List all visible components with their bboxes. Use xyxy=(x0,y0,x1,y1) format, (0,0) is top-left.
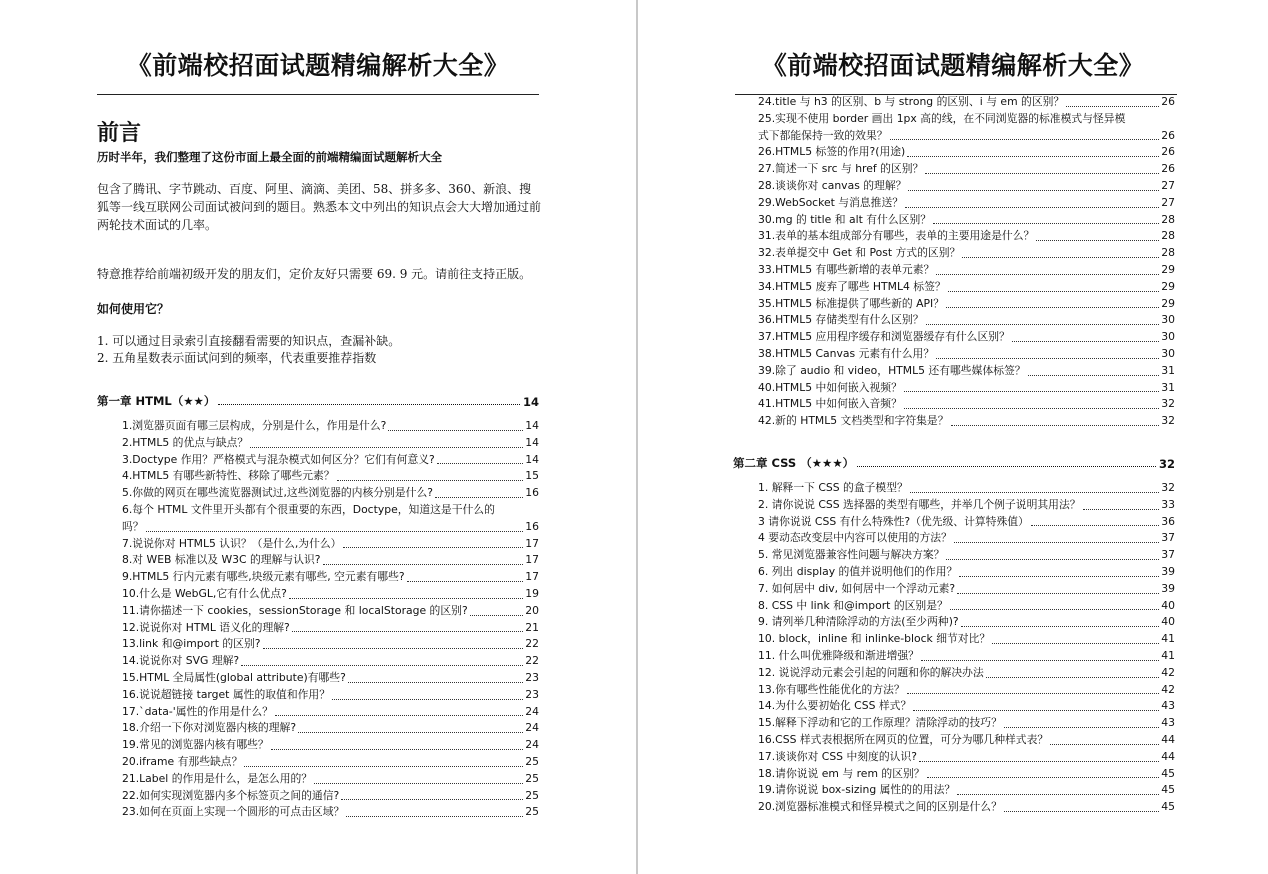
dot-leader xyxy=(986,677,1160,678)
toc-entry-title: 11. 什么叫优雅降级和渐进增强？ xyxy=(758,648,919,662)
toc-entry-page: 29 xyxy=(1161,262,1175,276)
toc-entry[interactable] xyxy=(122,720,539,737)
toc-entry-title: 15.解释下浮动和它的工作原理？清除浮动的技巧？ xyxy=(758,716,1002,730)
toc-entry-title: 16.CSS 样式表根据所在网页的位置，可分为哪几种样式表？ xyxy=(758,732,1049,746)
dot-leader xyxy=(388,430,523,431)
dot-leader xyxy=(271,749,524,750)
toc-entry-title: 3 请你说说 CSS 有什么特殊性?（优先级、计算特殊值） xyxy=(758,514,1029,528)
toc-entry-title: 7. 如何居中 div, 如何居中一个浮动元素? xyxy=(758,581,956,595)
dot-leader xyxy=(959,576,1159,577)
toc-entry-page: 26 xyxy=(1161,128,1175,142)
dot-leader xyxy=(292,631,523,632)
toc-entry-title-line: 25.实现不使用 border 画出 1px 高的线，在不同浏览器的标准模式与怪异模 xyxy=(758,111,1126,125)
dot-leader xyxy=(218,404,520,405)
toc-entry-title: 9.HTML5 行内元素有哪些,块级元素有哪些, 空元素有哪些? xyxy=(122,570,405,584)
toc-entry-title: 14.为什么要初始化 CSS 样式？ xyxy=(758,699,912,713)
toc-entry-page: 42 xyxy=(1161,665,1175,679)
toc-entry-page: 45 xyxy=(1161,783,1175,797)
toc-entry-title: 16.说说超链接 target 属性的取值和作用？ xyxy=(122,687,331,701)
toc-entry-title-line xyxy=(122,519,539,536)
dot-leader xyxy=(146,531,524,532)
toc-entry[interactable] xyxy=(122,737,539,754)
toc-entry-page: 23 xyxy=(525,670,539,684)
toc-entry-page: 33 xyxy=(1161,497,1175,511)
dot-leader xyxy=(936,358,1159,359)
toc-entry[interactable] xyxy=(758,581,1175,598)
dot-leader xyxy=(961,626,1160,627)
toc-entry-page: 37 xyxy=(1161,531,1175,545)
chapter-page: 14 xyxy=(522,395,539,409)
toc-entry-title: 12. 说说浮动元素会引起的问题和你的解决办法 xyxy=(758,665,984,679)
toc-entry-title: 30.mg 的 title 和 alt 有什么区别？ xyxy=(758,212,932,226)
dot-leader xyxy=(1083,509,1160,510)
toc-entry-title: 2.HTML5 的优点与缺点？ xyxy=(122,435,249,449)
dot-leader xyxy=(323,564,524,565)
dot-leader xyxy=(905,207,1159,208)
dot-leader xyxy=(925,173,1159,174)
toc-entry[interactable] xyxy=(758,749,1175,766)
toc-entry-page: 14 xyxy=(525,435,539,449)
toc-entry[interactable] xyxy=(758,212,1175,229)
toc-entry-page: 32 xyxy=(1161,414,1175,428)
toc-entry-title: 式下都能保持一致的效果？ xyxy=(758,128,888,142)
toc-entry-page: 14 xyxy=(525,452,539,466)
toc-entry[interactable] xyxy=(122,771,539,788)
toc-entry-title: 10. block，inline 和 inlinke-block 细节对比？ xyxy=(758,632,991,646)
dot-leader xyxy=(337,480,524,481)
toc-entry-page: 44 xyxy=(1161,749,1175,763)
toc-entry-title: 15.HTML 全局属性(global attribute)有哪些? xyxy=(122,670,346,684)
toc-entry-page: 30 xyxy=(1161,330,1175,344)
dot-leader xyxy=(332,699,523,700)
toc-entry-title: 吗？ xyxy=(122,519,144,533)
toc-entry[interactable] xyxy=(122,452,539,469)
dot-leader xyxy=(907,693,1160,694)
dot-leader xyxy=(992,643,1159,644)
toc-entry[interactable] xyxy=(758,296,1175,313)
toc-entry[interactable] xyxy=(758,111,1175,145)
dot-leader xyxy=(913,710,1159,711)
chapter-title: 第二章 CSS （★★★） xyxy=(733,456,855,470)
toc-entry[interactable] xyxy=(758,312,1175,329)
toc-entry[interactable] xyxy=(122,670,539,687)
toc-entry[interactable] xyxy=(758,497,1175,514)
toc-entry-page: 23 xyxy=(525,687,539,701)
toc-entry[interactable] xyxy=(758,648,1175,665)
dot-leader xyxy=(348,682,523,683)
toc-entry-title: 41.HTML5 中如何嵌入音频？ xyxy=(758,397,902,411)
toc-entry-page: 32 xyxy=(1161,397,1175,411)
toc-entry-title: 34.HTML5 废弃了哪些 HTML4 标签？ xyxy=(758,279,946,293)
toc-entry[interactable] xyxy=(758,363,1175,380)
toc-entry-page: 26 xyxy=(1161,95,1175,108)
dot-leader xyxy=(1004,727,1159,728)
toc-entry[interactable] xyxy=(758,380,1175,397)
toc-entry-page: 39 xyxy=(1161,564,1175,578)
toc-entry[interactable] xyxy=(758,228,1175,245)
toc-entry-page: 22 xyxy=(525,654,539,668)
toc-entry-title: 37.HTML5 应用程序缓存和浏览器缓存有什么区别？ xyxy=(758,330,1010,344)
toc-entry[interactable] xyxy=(758,346,1175,363)
howto-heading: 如何使用它？ xyxy=(97,302,170,316)
toc-entry-title: 13.你有哪些性能优化的方法？ xyxy=(758,682,905,696)
dot-leader xyxy=(1031,525,1159,526)
dot-leader xyxy=(954,542,1159,543)
toc-entry-page: 14 xyxy=(525,419,539,432)
toc-entry-page: 28 xyxy=(1161,229,1175,243)
toc-entry-page: 24 xyxy=(525,721,539,735)
toc-entry-title: 24.title 与 h3 的区别、b 与 strong 的区别、i 与 em 的区别？ xyxy=(758,95,1065,108)
toc-entry-page: 28 xyxy=(1161,246,1175,260)
toc-entry-title: 21.Label 的作用是什么，是怎么用的？ xyxy=(122,771,313,785)
toc-entry-page: 43 xyxy=(1161,699,1175,713)
toc-entry[interactable] xyxy=(122,418,539,435)
toc-entry-page: 29 xyxy=(1161,296,1175,310)
toc-entry-title: 2. 请你说说 CSS 选择器的类型有哪些，并举几个例子说明其用法？ xyxy=(758,497,1081,511)
toc-entry-page: 45 xyxy=(1161,800,1175,814)
toc-entry[interactable] xyxy=(758,413,1175,430)
toc-entry[interactable] xyxy=(122,788,539,805)
dot-leader xyxy=(890,139,1160,140)
toc-entry[interactable] xyxy=(758,665,1175,682)
dot-leader xyxy=(948,291,1160,292)
toc-entry-page: 28 xyxy=(1161,212,1175,226)
toc-entry[interactable] xyxy=(758,195,1175,212)
dot-leader xyxy=(1050,744,1159,745)
chapter-title: 第一章 HTML（★★） xyxy=(97,394,216,408)
dot-leader xyxy=(921,660,1159,661)
dot-leader xyxy=(951,425,1160,426)
toc-entry-page: 25 xyxy=(525,771,539,785)
chapter-page: 32 xyxy=(1158,457,1175,471)
toc-entry-page: 30 xyxy=(1161,313,1175,327)
toc-entry-page: 40 xyxy=(1161,615,1175,629)
dot-leader xyxy=(936,274,1159,275)
toc-entry-title: 10.什么是 WebGL,它有什么优点? xyxy=(122,586,287,600)
toc-entry-title: 20.iframe 有那些缺点？ xyxy=(122,754,243,768)
toc-entry-page: 17 xyxy=(525,553,539,567)
howto-item: 1. 可以通过目录索引直接翻看需要的知识点，查漏补缺。 xyxy=(97,334,401,348)
document-title: 《前端校招面试题精编解析大全》 xyxy=(126,51,510,80)
toc-entry-title: 27.简述一下 src 与 href 的区别？ xyxy=(758,162,924,176)
preface-heading: 前言 xyxy=(97,121,142,146)
dot-leader xyxy=(298,732,523,733)
toc-entry-title: 17.`data-'属性的作用是什么？ xyxy=(122,704,273,718)
dot-leader xyxy=(908,190,1159,191)
toc-entry-title: 13.link 和@import 的区别? xyxy=(122,637,261,651)
toc-entry-page: 15 xyxy=(525,469,539,483)
toc-entry[interactable] xyxy=(758,245,1175,262)
toc-entry[interactable] xyxy=(758,262,1175,279)
toc-entry[interactable] xyxy=(122,502,539,536)
toc-entry-title: 31.表单的基本组成部分有哪些，表单的主要用途是什么？ xyxy=(758,229,1035,243)
toc-entry[interactable] xyxy=(758,279,1175,296)
toc-entry[interactable] xyxy=(122,468,539,485)
toc-entry-page: 27 xyxy=(1161,178,1175,192)
toc-entry-title: 28.谈谈你对 canvas 的理解？ xyxy=(758,178,907,192)
toc-entry[interactable] xyxy=(758,766,1175,783)
toc-entry-title: 9. 请列举几种清除浮动的方法(至少两种)? xyxy=(758,615,959,629)
toc-entry-title: 26.HTML5 标签的作用?(用途) xyxy=(758,145,906,159)
toc-entry[interactable] xyxy=(758,329,1175,346)
toc-entry-title-line: 6.每个 HTML 文件里开头都有个很重要的东西，Doctype，知道这是干什么的 xyxy=(122,502,495,516)
toc-entry-page: 40 xyxy=(1161,598,1175,612)
toc-entry-title: 20.浏览器标准模式和怪异模式之间的区别是什么？ xyxy=(758,800,1002,814)
toc-entry[interactable] xyxy=(758,396,1175,413)
toc-entry[interactable] xyxy=(758,698,1175,715)
toc-entry[interactable] xyxy=(758,732,1175,749)
toc-entry-title: 42.新的 HTML5 文档类型和字符集是？ xyxy=(758,414,949,428)
toc-entry[interactable] xyxy=(122,704,539,721)
toc-entry-page: 16 xyxy=(525,519,539,533)
toc-entry[interactable] xyxy=(122,754,539,771)
chapter-2-entry[interactable] xyxy=(733,455,1175,471)
dot-leader xyxy=(407,581,524,582)
dot-leader xyxy=(926,324,1160,325)
toc-entry[interactable] xyxy=(758,631,1175,648)
recommend-paragraph: 特意推荐给前端初级开发的朋友们，定价友好只需要 69. 9 元。请前往支持正版。 xyxy=(97,267,532,281)
toc-entry-page: 36 xyxy=(1161,514,1175,528)
dot-leader xyxy=(919,761,1159,762)
toc-entry[interactable] xyxy=(758,782,1175,799)
toc-html-list xyxy=(122,418,539,821)
toc-entry-title: 1.浏览器页面有哪三层构成，分别是什么，作用是什么? xyxy=(122,419,387,432)
toc-entry-page: 39 xyxy=(1161,581,1175,595)
toc-entry-title: 22.如何实现浏览器内多个标签页之间的通信? xyxy=(122,788,340,802)
toc-entry-title: 6. 列出 display 的值并说明他们的作用？ xyxy=(758,564,958,578)
toc-entry-page: 41 xyxy=(1161,632,1175,646)
toc-entry[interactable] xyxy=(758,682,1175,699)
toc-entry-title: 18.介绍一下你对浏览器内核的理解? xyxy=(122,721,297,735)
toc-entry-page: 21 xyxy=(525,620,539,634)
toc-entry-page: 31 xyxy=(1161,363,1175,377)
toc-entry[interactable] xyxy=(758,598,1175,615)
dot-leader xyxy=(314,783,523,784)
toc-entry[interactable] xyxy=(122,536,539,553)
toc-css-list xyxy=(758,480,1175,816)
toc-entry-title: 5. 常见浏览器兼容性问题与解决方案？ xyxy=(758,548,945,562)
toc-entry-page: 31 xyxy=(1161,380,1175,394)
toc-entry-page: 30 xyxy=(1161,346,1175,360)
intro-paragraph: 包含了腾讯、字节跳动、百度、阿里、滴滴、美团、58、拼多多、360、新浪、搜狐等一线互联网公司面试被问到的题目。熟悉本文中列出的知识点会大大增加通过前两轮技术面试的几率。 xyxy=(97,182,542,232)
toc-entry[interactable] xyxy=(122,620,539,637)
toc-entry[interactable] xyxy=(122,485,539,502)
dot-leader xyxy=(1036,240,1159,241)
toc-entry-page: 16 xyxy=(525,486,539,500)
dot-leader xyxy=(1004,811,1159,812)
toc-entry-page: 19 xyxy=(525,586,539,600)
toc-entry-page: 17 xyxy=(525,570,539,584)
toc-entry[interactable] xyxy=(122,804,539,821)
dot-leader xyxy=(910,492,1159,493)
toc-entry-page: 26 xyxy=(1161,145,1175,159)
toc-entry[interactable] xyxy=(758,547,1175,564)
toc-entry-title: 19.常见的浏览器内核有哪些？ xyxy=(122,738,269,752)
toc-entry[interactable] xyxy=(122,552,539,569)
toc-entry-title: 35.HTML5 标准提供了哪些新的 API？ xyxy=(758,296,944,310)
dot-leader xyxy=(904,408,1159,409)
toc-entry[interactable] xyxy=(122,603,539,620)
toc-entry-title: 39.除了 audio 和 video，HTML5 还有哪些媒体标签？ xyxy=(758,363,1026,377)
dot-leader xyxy=(927,777,1160,778)
toc-entry-title-line xyxy=(758,128,1175,145)
toc-entry-page: 44 xyxy=(1161,732,1175,746)
document-title: 《前端校招面试题精编解析大全》 xyxy=(761,51,1145,80)
toc-entry-title: 1. 解释一下 CSS 的盒子模型？ xyxy=(758,481,908,494)
toc-entry[interactable] xyxy=(758,715,1175,732)
dot-leader xyxy=(907,156,1159,157)
toc-entry-title: 4.HTML5 有哪些新特性、移除了哪些元素？ xyxy=(122,469,335,483)
toc-entry-page: 37 xyxy=(1161,548,1175,562)
dot-leader xyxy=(933,223,1159,224)
toc-entry-title: 7.说说你对 HTML5 认识？（是什么,为什么） xyxy=(122,536,342,550)
dot-leader xyxy=(946,307,1159,308)
dot-leader xyxy=(437,463,523,464)
toc-entry[interactable] xyxy=(758,614,1175,631)
toc-entry-title: 5.你做的网页在哪些流览器测试过,这些浏览器的内核分别是什么? xyxy=(122,486,433,500)
dot-leader xyxy=(241,665,523,666)
toc-entry[interactable] xyxy=(758,480,1175,497)
toc-entry[interactable] xyxy=(122,636,539,653)
toc-entry-page: 43 xyxy=(1161,716,1175,730)
toc-entry-page: 25 xyxy=(525,788,539,802)
toc-entry[interactable] xyxy=(758,94,1175,111)
toc-entry[interactable] xyxy=(758,144,1175,161)
toc-entry-title: 29.WebSocket 与消息推送？ xyxy=(758,195,904,209)
toc-entry-page: 20 xyxy=(525,603,539,617)
toc-entry-page: 24 xyxy=(525,704,539,718)
dot-leader xyxy=(962,257,1159,258)
toc-entry-title: 40.HTML5 中如何嵌入视频？ xyxy=(758,380,902,394)
toc-entry-title: 23.如何在页面上实现一个圆形的可点击区域？ xyxy=(122,805,345,819)
toc-entry[interactable] xyxy=(122,687,539,704)
toc-entry[interactable] xyxy=(122,586,539,603)
dot-leader xyxy=(946,559,1159,560)
toc-entry[interactable] xyxy=(758,530,1175,547)
chapter-1-entry[interactable] xyxy=(97,393,539,409)
toc-entry-page: 22 xyxy=(525,637,539,651)
toc-entry[interactable] xyxy=(122,569,539,586)
toc-entry[interactable] xyxy=(758,799,1175,816)
toc-entry-title: 8. CSS 中 link 和@import 的区别是？ xyxy=(758,598,948,612)
toc-entry-title: 18.请你说说 em 与 rem 的区别？ xyxy=(758,766,925,780)
dot-leader xyxy=(957,593,1159,594)
toc-entry-page: 24 xyxy=(525,738,539,752)
toc-entry-title: 19.请你说说 box-sizing 属性的的用法？ xyxy=(758,783,956,797)
preface-subtitle: 历时半年，我们整理了这份市面上最全面的前端精编面试题解析大全 xyxy=(97,150,442,164)
toc-entry-title: 14.说说你对 SVG 理解? xyxy=(122,654,240,668)
toc-entry-page: 32 xyxy=(1161,481,1175,494)
dot-leader xyxy=(289,598,523,599)
dot-leader xyxy=(343,547,523,548)
toc-entry-title: 38.HTML5 Canvas 元素有什么用？ xyxy=(758,346,935,360)
dot-leader xyxy=(341,799,523,800)
dot-leader xyxy=(435,497,523,498)
toc-entry-title: 17.谈谈你对 CSS 中刻度的认识? xyxy=(758,749,917,763)
toc-entry-page: 42 xyxy=(1161,682,1175,696)
dot-leader xyxy=(346,816,523,817)
toc-entry-title: 12.说说你对 HTML 语义化的理解? xyxy=(122,620,290,634)
right-page xyxy=(638,0,1268,874)
toc-entry[interactable] xyxy=(122,653,539,670)
howto-item: 2. 五角星数表示面试问到的频率，代表重要推荐指数 xyxy=(97,351,377,365)
toc-html-continued-list xyxy=(758,94,1175,430)
toc-entry-page: 17 xyxy=(525,536,539,550)
title-rule xyxy=(97,94,539,95)
toc-entry-title: 36.HTML5 存储类型有什么区别？ xyxy=(758,313,924,327)
dot-leader xyxy=(250,447,523,448)
toc-entry-page: 26 xyxy=(1161,162,1175,176)
dot-leader xyxy=(1066,106,1159,107)
toc-entry-title: 33.HTML5 有哪些新增的表单元素？ xyxy=(758,262,935,276)
toc-entry-page: 25 xyxy=(525,754,539,768)
dot-leader xyxy=(244,766,523,767)
toc-entry-page: 41 xyxy=(1161,648,1175,662)
dot-leader xyxy=(263,648,524,649)
toc-entry-page: 29 xyxy=(1161,279,1175,293)
dot-leader xyxy=(857,466,1156,467)
toc-entry-title: 3.Doctype 作用？严格模式与混杂模式如何区分？它们有何意义? xyxy=(122,452,435,466)
toc-entry-title: 32.表单提交中 Get 和 Post 方式的区别？ xyxy=(758,246,961,260)
dot-leader xyxy=(275,715,523,716)
toc-entry[interactable] xyxy=(122,435,539,452)
toc-entry-title: 4 要动态改变层中内容可以使用的方法？ xyxy=(758,531,952,545)
toc-entry[interactable] xyxy=(758,178,1175,195)
toc-entry[interactable] xyxy=(758,564,1175,581)
dot-leader xyxy=(957,794,1159,795)
dot-leader xyxy=(904,391,1159,392)
toc-entry-title: 8.对 WEB 标准以及 W3C 的理解与认识? xyxy=(122,553,321,567)
toc-entry-page: 45 xyxy=(1161,766,1175,780)
dot-leader xyxy=(470,615,524,616)
dot-leader xyxy=(1028,375,1160,376)
dot-leader xyxy=(1012,341,1159,342)
toc-entry-page: 25 xyxy=(525,805,539,819)
toc-entry[interactable] xyxy=(758,514,1175,531)
toc-entry-title: 11.请你描述一下 cookies，sessionStorage 和 localStorage 的区别? xyxy=(122,603,468,617)
dot-leader xyxy=(950,609,1159,610)
toc-entry-page: 27 xyxy=(1161,195,1175,209)
toc-entry[interactable] xyxy=(758,161,1175,178)
